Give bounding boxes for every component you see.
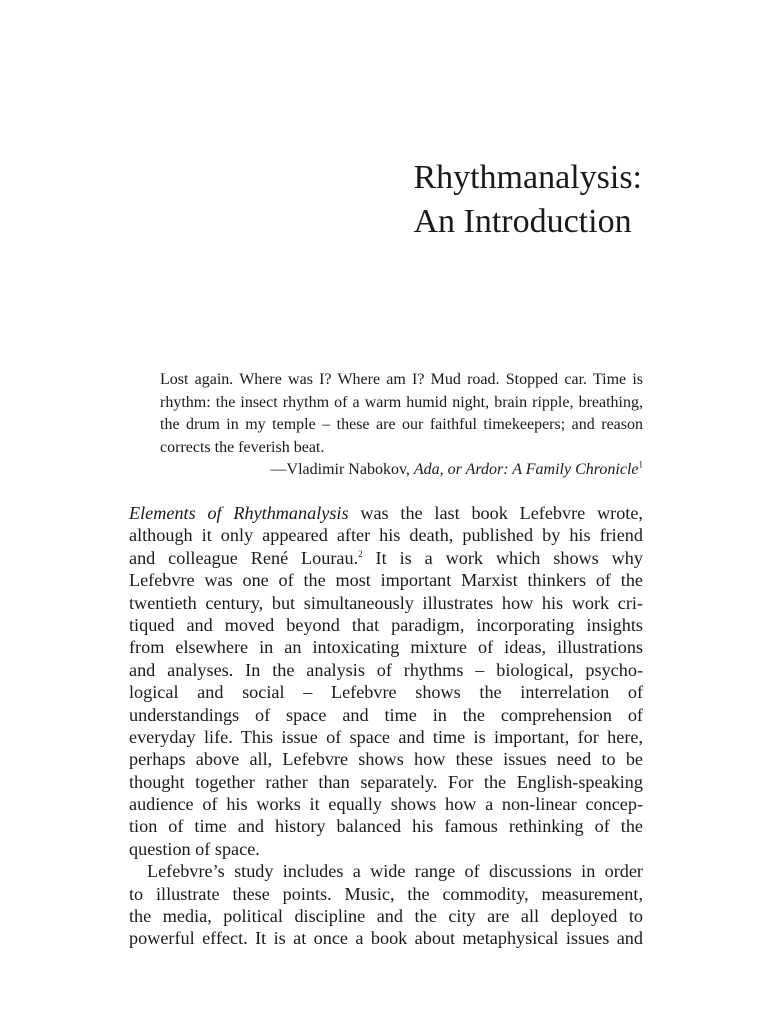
chapter-title-line-1: Rhythmanalysis:	[413, 159, 642, 196]
text-line: from elsewhere in an intoxicating mixture of ideas, illustrations	[129, 637, 643, 658]
chapter-title-line-2: An Introduction	[413, 203, 632, 240]
text-line: logical and social – Lefebvre shows the interrelation of	[129, 682, 643, 703]
epigraph-attribution	[160, 459, 643, 482]
text-line: and analyses. In the analysis of rhythms – biological, psycho-	[129, 659, 643, 680]
paragraph-2	[129, 860, 643, 950]
text-line: question of space.	[129, 838, 260, 859]
chapter-title	[413, 156, 642, 244]
attribution-work-title: Ada, or Ardor: A Family Chronicle	[413, 461, 639, 478]
paragraph-1	[129, 502, 643, 860]
text-line: although it only appeared after his death, published by his friend	[129, 525, 643, 546]
epigraph	[160, 369, 643, 482]
text-line: tion of time and history balanced his famous rethinking of the	[129, 816, 643, 837]
attribution-author: —Vladimir Nabokov,	[270, 461, 414, 478]
text-line: Lefebvre was one of the most important Marxist thinkers of the	[129, 570, 643, 591]
text-line: powerful effect. It is at once a book about metaphysical issues and	[129, 928, 643, 949]
text-line: everyday life. This issue of space and time is important, for here,	[129, 726, 643, 747]
epigraph-quote: Lost again. Where was I? Where am I? Mud road. Stopped car. Time is rhythm: the insect rhythm of a warm humid night, brain ripple, breathing, the drum in my temple – these are our faithful timekeepers; and reason corrects the feverish beat.	[160, 371, 643, 456]
body-text	[129, 502, 643, 950]
text-line: Elements of Rhythmanalysis was the last book Lefebvre wrote,	[129, 503, 643, 523]
book-title-italic: Elements of Rhythmanalysis	[129, 503, 349, 523]
footnote-marker-1: 1	[638, 459, 643, 470]
text-line: Lefebvre’s study includes a wide range of discussions in order	[147, 861, 643, 882]
text-line: perhaps above all, Lefebvre shows how these issues need to be	[129, 749, 643, 770]
text-line: audience of his works it equally shows how a non-linear concep-	[129, 794, 643, 815]
text-line: understandings of space and time in the comprehension of	[129, 704, 643, 725]
text-line: to illustrate these points. Music, the commodity, measurement,	[129, 883, 643, 904]
footnote-marker-2: 2	[358, 548, 363, 559]
text-line: and colleague René Lourau.$^2$ It is a work which shows why	[129, 547, 643, 568]
text-line: the media, political discipline and the city are all deployed to	[129, 906, 643, 927]
text-line: tiqued and moved beyond that paradigm, incorporating insights	[129, 614, 643, 635]
text-line: twentieth century, but simultaneously illustrates how his work cri-	[129, 592, 643, 613]
text-line: thought together rather than separately. For the English-speaking	[129, 771, 643, 792]
